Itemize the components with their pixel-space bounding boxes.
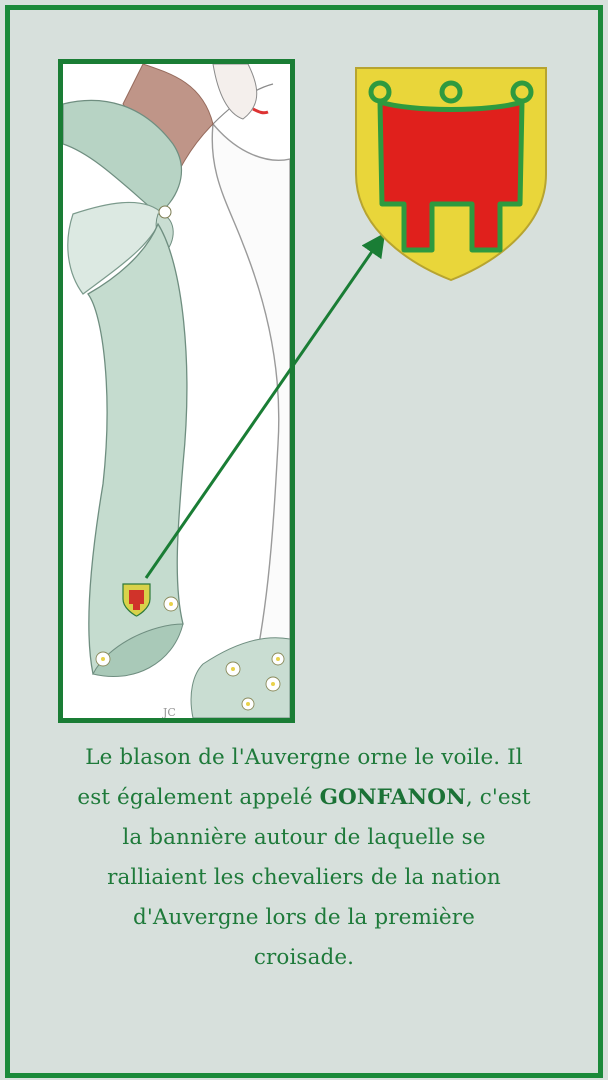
caption-line-4: ralliaient les chevaliers de la nation [107, 865, 501, 890]
caption-text [40, 738, 568, 978]
artist-signature: JC [163, 706, 176, 718]
caption-line-2-start: est également appelé [77, 785, 320, 810]
face [213, 64, 257, 119]
caption-line-6: croisade. [253, 945, 355, 970]
caption-line-5: d'Auvergne lors de la première [133, 905, 475, 930]
flower-knot [159, 206, 171, 218]
gonfanon-keyword: GONFANON [319, 785, 466, 810]
veil-illustration [58, 59, 295, 723]
caption-line-2-end: , c'est [465, 785, 531, 810]
caption-line-3: la bannière autour de laquelle se [122, 825, 486, 850]
drawing-svg [63, 64, 290, 718]
figure-body [212, 124, 290, 718]
auvergne-coat-of-arms-icon [352, 64, 550, 284]
caption-line-2 [40, 778, 568, 818]
caption-line-1: Le blason de l'Auvergne orne le voile. Il [85, 745, 523, 770]
lips [253, 109, 268, 113]
